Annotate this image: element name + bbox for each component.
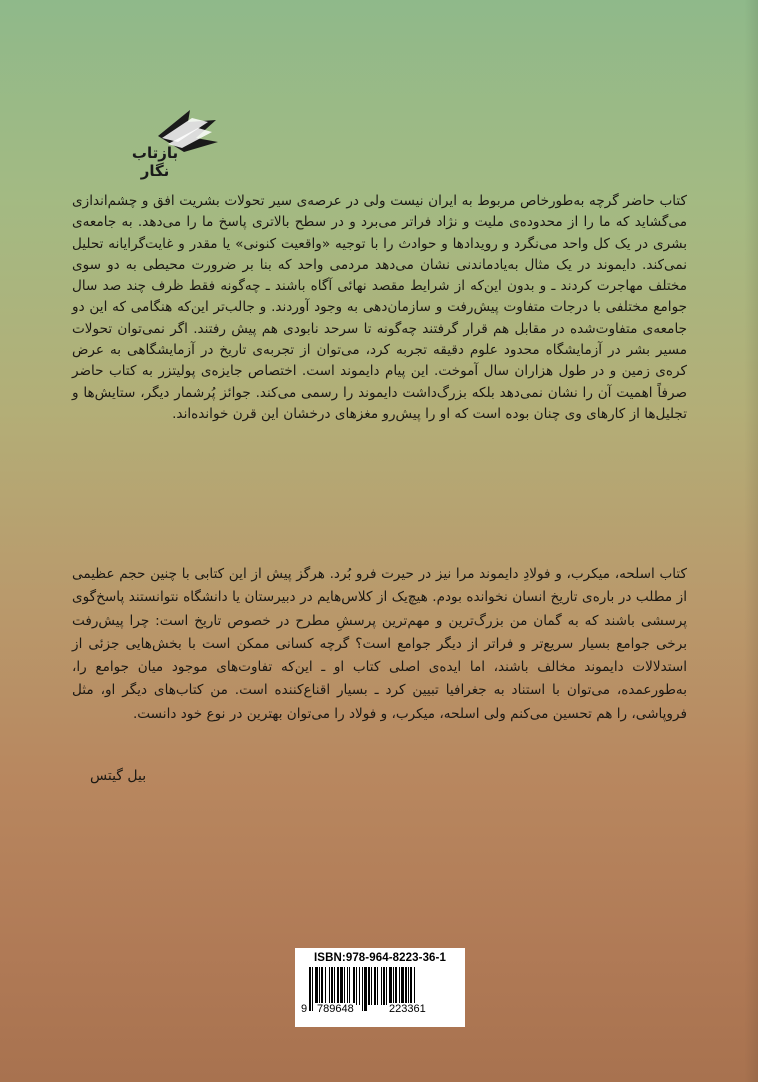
blurb-paragraph-2: کتاب اسلحه، میکرب، و فولادِ دایموند مرا نیز در حیرت فرو بُرد. هرگز پیش از این کتابی با چنین حجم عظیمی از مطلب در باره‌ی تاریخ انسان نخوانده بودم. هیچ‌یک از کلاس‌هایم در دبیرستان یا دانشگاه نتوانستند پاسخ‌گوی پرسشی باشند که به گمان من بزرگ‌ترین و مهم‌ترین پرسشِ مطرح در خصوص تاریخ است: چرا پیش‌رفت برخی جوامع بسیار سریع‌تر و فراتر از دیگر جوامع است؟ گرچه کسانی ممکن است با بخش‌هایی جزئی از استدلالات دایموند مخالف باشند، اما ایده‌ی اصلی کتاب او ـ این‌که تفاوت‌های موجود میان جوامع را، به‌طورعمده، می‌توان با استناد به جغرافیا تبیین کرد ـ بسیار اقناع‌کننده است. من کتاب‌های دیگر او، مثل فروپاشی، را هم تحسین می‌کنم ولی اسلحه، میکرب، و فولاد را می‌توان بهترین در نوع خود دانست. xyxy=(72,566,687,722)
barcode-bar xyxy=(325,967,326,1005)
barcode-bar xyxy=(344,967,345,1005)
barcode-bar xyxy=(383,967,385,1005)
barcode-bar xyxy=(337,967,339,1005)
barcode-bar xyxy=(321,967,323,1005)
barcode-bar xyxy=(362,967,363,1011)
blurb-paragraph-1: کتاب حاضر گرچه به‌طورخاص مربوط به ایران نیست ولی در عرصه‌ی سیر تحولات بشریت افق و چشم‌اندازی می‌گشاید که ما را از محدوده‌ی ملیت و نژاد فراتر می‌برد و در سطح بالاتری پاسخ ما را می‌دهد. به جامعه‌ی بشری در یک کل واحد می‌نگرد و رویدادها و حوادث را با توجیه «واقعیت کنونی» یا مقدر و غایت‌گرایانه تحلیل نمی‌کند. دایموند در یک مثال به‌یادماندنی نشان می‌دهد مردمی واحد که بنا بر ضرورت محیطی به دو سوی مختلف مهاجرت کردند ـ و بدون این‌که از شرایط مقصد نهائی آگاه باشند ـ چه‌گونه فقط ظرف چند صد سال جوامع مختلفی با درجات متفاوت پیش‌رفت و سازمان‌دهی به وجود آوردند. و جالب‌تر این‌که هنگامی که این دو جامعه‌ی متفاوت‌شده در مقابل هم قرار گرفتند چه‌گونه تا سرحد نابودی هم پیش رفتند. اگر نمی‌توان تحولات مسیر بشر در آزمایشگاه محدود علوم دقیقه تجربه کرد، می‌توان از تجربه‌ی تاریخ در آزمایشگاهی به عرض کره‌ی زمین و در طول هزاران سال آموخت. این پیام دایموند است. اختصاص جایزه‌ی پولیتزر به کتاب حاضر صرفاً اهمیت آن را نشان نمی‌دهد بلکه بزرگ‌داشت دایموند را رسمی می‌کند. جوائز پُرشمار دیگر، ستایش‌ها و تجلیل‌ها از کارهای وی چنان بوده است که او را پیش‌رو مغزهای درخشان این قرن خوانده‌اند. xyxy=(72,193,687,422)
barcode-bar xyxy=(368,967,370,1005)
barcode-digits xyxy=(301,1003,459,1023)
barcode-bar xyxy=(401,967,404,1005)
barcode-bar xyxy=(319,967,320,1005)
barcode-bar xyxy=(359,967,360,1005)
barcode-bar xyxy=(399,967,400,1005)
isbn-barcode xyxy=(295,948,465,1027)
barcode-bar xyxy=(374,967,376,1005)
barcode-digits-left: 789648 xyxy=(317,1003,354,1015)
publisher-logo xyxy=(118,98,228,178)
barcode-bar xyxy=(309,967,311,1011)
barcode-bar xyxy=(377,967,378,1005)
barcode-bar xyxy=(331,967,333,1005)
barcode-bar xyxy=(408,967,409,1005)
barcode-bar xyxy=(353,967,355,1005)
barcode-bar xyxy=(347,967,348,1005)
barcode-bar xyxy=(315,967,318,1005)
barcode-bar xyxy=(395,967,397,1005)
isbn-label: ISBN:978-964-8223-36-1 xyxy=(314,952,446,964)
barcode-bar xyxy=(334,967,335,1005)
barcode-bar xyxy=(312,967,313,1011)
publisher-name: بازتاب نگار xyxy=(131,144,179,180)
barcode-bar xyxy=(364,967,367,1011)
barcode-digits-right: 223361 xyxy=(389,1003,426,1015)
barcode-digit-lead: 9 xyxy=(301,1003,308,1015)
barcode-bar xyxy=(371,967,372,1005)
spine-edge-shadow xyxy=(744,0,758,1082)
barcode-bar xyxy=(410,967,412,1005)
quote-signature: بیل گیتس xyxy=(90,768,147,784)
barcode-bar xyxy=(381,967,382,1005)
barcode-bar xyxy=(356,967,357,1005)
barcode-bar xyxy=(393,967,394,1005)
barcode-bar xyxy=(349,967,350,1005)
barcode-bar xyxy=(389,967,392,1005)
barcode-bar xyxy=(405,967,407,1005)
barcode-bar xyxy=(340,967,343,1005)
barcode-bar xyxy=(386,967,387,1005)
barcode-bar xyxy=(329,967,330,1005)
